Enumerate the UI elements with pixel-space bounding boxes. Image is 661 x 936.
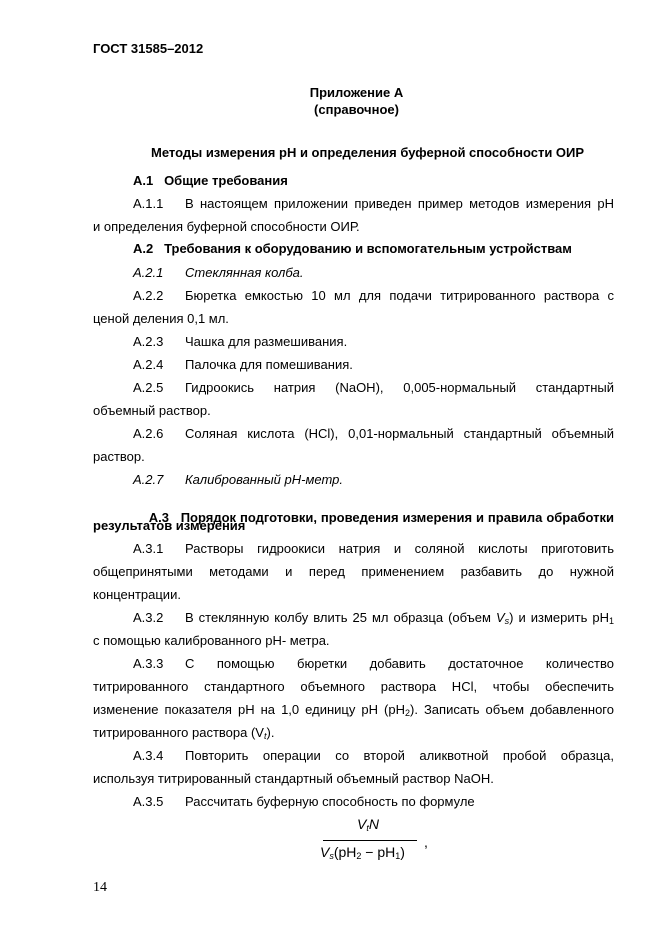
a3-4-line1	[93, 748, 614, 763]
page-number: 14	[93, 880, 107, 895]
subscript: 2	[404, 708, 410, 718]
subscript: 1	[608, 616, 614, 626]
a2-heading: А.2 Требования к оборудованию и вспомогательным устройствам	[133, 241, 572, 256]
a3-2-line2: с помощью калиброванного рН- метра.	[93, 633, 330, 648]
formula-symbol: V	[357, 816, 367, 832]
subscript: t	[263, 731, 267, 741]
heading-text: А.3 Порядок подготовки, проведения измерения и правила обработки	[148, 510, 614, 525]
clause-number: А.1.1	[133, 196, 164, 211]
clause-text: С помощью бюретки добавить достаточное количество	[185, 656, 614, 671]
clause-number: А.3.2	[133, 610, 164, 625]
clause-text: Повторить операции со второй аликвотной пробой образца,	[185, 748, 614, 763]
a3-1-line2: общепринятыми методами и перед применением разбавить до нужной	[93, 564, 614, 579]
clause-number: А.2.2	[133, 288, 164, 303]
formula-subscript: 1	[395, 851, 401, 861]
a3-5-line1	[133, 794, 475, 809]
volume-symbol: V	[495, 610, 505, 625]
a2-2-line2: ценой деления 0,1 мл.	[93, 311, 229, 326]
a3-heading-line2: результатов измерения	[93, 518, 246, 533]
clause-number: А.2.1	[133, 265, 164, 280]
clause-number: А.2.4	[133, 357, 164, 372]
clause-text: Калиброванный рН-метр.	[185, 472, 343, 487]
a3-1-line3: концентрации.	[93, 587, 181, 602]
a2-5-line1	[93, 380, 614, 395]
a3-2-line1	[93, 610, 614, 626]
formula-text: )	[400, 844, 405, 860]
a2-2-line1	[93, 288, 614, 303]
clause-text: Соляная кислота (HCl), 0,01-нормальный стандартный объемный	[185, 426, 614, 441]
formula-subscript: s	[329, 851, 334, 861]
a3-3-line1	[93, 656, 614, 671]
clause-number: А.2.5	[133, 380, 164, 395]
clause-number: А.2.7	[133, 472, 164, 487]
a2-5-line2: объемный раствор.	[93, 403, 211, 418]
clause-text: В настоящем приложении приведен пример методов измерения рН	[185, 196, 614, 211]
a3-1-line1	[93, 541, 614, 556]
a2-3-item	[133, 334, 347, 349]
clause-text: Палочка для помешивания.	[185, 357, 353, 372]
clause-text: Чашка для размешивания.	[185, 334, 348, 349]
formula-denominator	[320, 844, 420, 861]
clause-number: А.2.6	[133, 426, 164, 441]
clause-text: титрированного раствора (V	[93, 725, 264, 740]
formula-numerator	[320, 816, 416, 833]
document-id-header: ГОСТ 31585–2012	[93, 41, 204, 56]
formula-symbol: V	[320, 844, 330, 860]
clause-text: В стеклянную колбу влить 25 мл образца (объем	[185, 610, 496, 625]
clause-text: Стеклянная колба.	[185, 265, 304, 280]
clause-text: изменение показателя рН на 1,0 единицу рН (рН	[93, 702, 405, 717]
a3-3-line4	[93, 725, 274, 741]
a2-4-item	[133, 357, 353, 372]
clause-number: А.3.5	[133, 794, 164, 809]
clause-text: ).	[266, 725, 275, 740]
clause-number: А.3.4	[133, 748, 164, 763]
a3-4-line2: используя титрированный стандартный объемный раствор NaOH.	[93, 771, 494, 786]
formula-subscript: 2	[356, 851, 362, 861]
formula-text: (pH	[333, 844, 357, 860]
clause-text: Рассчитать буферную способность по формуле	[185, 794, 475, 809]
clause-number: А.2.3	[133, 334, 164, 349]
a2-6-line1	[93, 426, 614, 441]
formula-text: − pH	[361, 844, 396, 860]
clause-number: А.3.1	[133, 541, 164, 556]
a3-3-line3	[93, 702, 614, 718]
subscript: s	[504, 616, 510, 626]
clause-text: Бюретка емкостью 10 мл для подачи титрированного раствора с	[185, 288, 614, 303]
a1-heading: А.1 Общие требования	[133, 173, 288, 188]
formula-subscript: t	[366, 823, 369, 833]
a1-1-line2: и определения буферной способности ОИР.	[93, 219, 360, 234]
appendix-subtitle: (справочное)	[314, 102, 399, 117]
formula-comma: ,	[424, 834, 428, 850]
a2-1-item	[133, 265, 304, 280]
clause-text: Растворы гидроокиси натрия и соляной кислоты приготовить	[185, 541, 614, 556]
a2-7-item	[133, 472, 343, 487]
a3-3-line2: титрированного стандартного объемного раствора HCl, чтобы обеспечить	[93, 679, 614, 694]
clause-text: ) и измерить рН	[509, 610, 609, 625]
a1-1-line1	[93, 196, 614, 211]
clause-number: А.3.3	[133, 656, 164, 671]
fraction-bar	[323, 840, 417, 841]
clause-text: ). Записать объем добавленного	[409, 702, 614, 717]
formula-symbol: N	[368, 816, 379, 832]
section-title: Методы измерения рН и определения буферной способности ОИР	[151, 145, 585, 160]
clause-text: Гидроокись натрия (NaOH), 0,005-нормальный стандартный	[185, 380, 614, 395]
appendix-title: Приложение А	[309, 85, 404, 100]
a2-6-line2: раствор.	[93, 449, 145, 464]
